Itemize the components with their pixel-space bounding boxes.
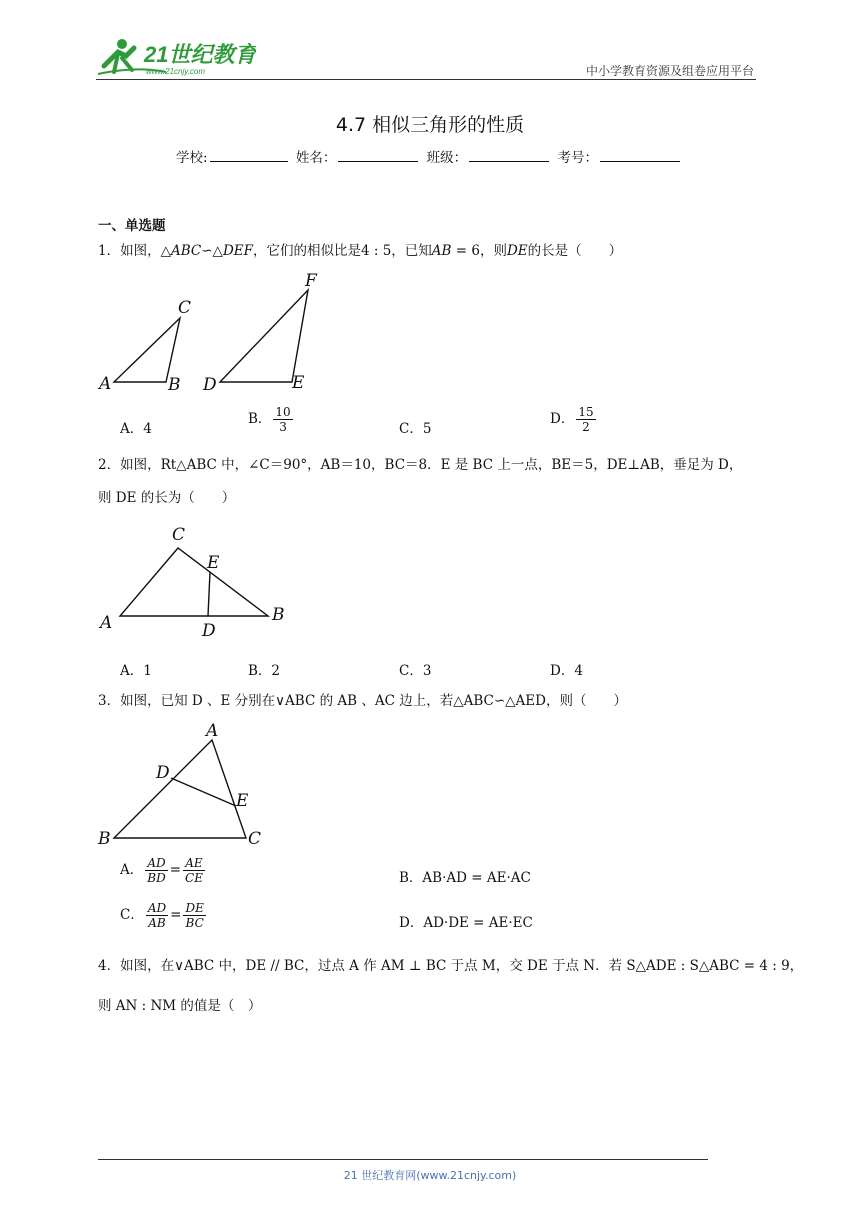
svg-text:A: A [100,613,113,633]
svg-text:C: C [248,829,262,849]
question-1-text: 1．如图，△ABC∽△DEF，它们的相似比是4 : 5，已知AB = 6，则DE的长是（ ） [98,243,623,259]
q3-option-c[interactable]: C． $\frac{AD}{AB}$ = $\frac{DE}{BC}$ [120,901,204,930]
svg-text:C: C [178,298,192,318]
svg-text:A: A [206,721,219,741]
q3-option-a[interactable]: A． $\frac{AD}{BD}$ = $\frac{AE}{CE}$ [120,856,203,885]
footer-text[interactable]: 21 世纪教育网(www.21cnjy.com) [343,1169,517,1182]
svg-text:A: A [99,374,112,394]
question-2-line-1: 2．如图，Rt△ABC 中，∠C＝90°，AB＝10，BC＝8．E 是 BC 上一点，BE＝5，DE⊥AB，垂足为 D， [98,457,743,473]
q1-option-a[interactable]: A．4 [120,421,152,437]
q1-option-b[interactable]: B． $\frac{10}{3}$ [248,405,291,434]
school-blank[interactable] [210,147,288,162]
name-label: 姓名： [295,150,337,166]
class-blank[interactable] [469,147,549,162]
question-4-line-2: 则 AN : NM 的值是（ ） [98,998,262,1014]
logo-runner-icon [96,36,256,78]
svg-text:B: B [98,829,111,849]
question-3-text: 3．如图，已知 D 、E 分别在∨ABC 的 AB 、AC 边上，若△ABC∽△AED，则（ ） [98,693,627,709]
name-blank[interactable] [338,147,418,162]
header-divider [96,79,756,80]
question-2-line-2: 则 DE 的长为（ ） [98,490,236,506]
svg-text:B: B [168,375,181,395]
svg-text:www.21cnjy.com: www.21cnjy.com [146,67,205,76]
q3-option-d[interactable]: D．AD·DE = AE·EC [399,915,533,931]
svg-text:E: E [207,553,220,573]
header-platform-text: 中小学教育资源及组卷应用平台 [585,64,754,78]
exam-no-label: 考号： [557,150,598,166]
svg-text:C: C [172,525,186,545]
svg-text:D: D [202,621,216,641]
exam-no-blank[interactable] [600,147,680,162]
svg-text:E: E [236,791,249,811]
section-heading: 一、单选题 [98,218,166,234]
q3-option-b[interactable]: B．AB·AD = AE·AC [399,870,531,886]
q2-option-c[interactable]: C．3 [399,663,432,679]
student-info-line [0,146,860,166]
q1-option-c[interactable]: C．5 [399,421,432,437]
q2-option-d[interactable]: D．4 [550,663,583,679]
svg-text:B: B [272,605,285,625]
site-logo [96,36,256,78]
q1-option-d[interactable]: D． $\frac{15}{2}$ [550,405,594,434]
footer-divider [98,1159,708,1160]
svg-text:21世纪教育: 21世纪教育 [144,42,256,67]
svg-text:D: D [156,763,170,783]
class-label: 班级： [426,150,468,166]
school-label: 学校: [176,150,208,166]
svg-text:E: E [292,373,305,393]
question-4-line-1: 4．如图，在∨ABC 中，DE // BC，过点 A 作 AM ⊥ BC 于点 M，交 DE 于点 N．若 S△ADE : S△ABC = 4 : 9， [98,958,804,974]
q2-option-a[interactable]: A．1 [120,663,152,679]
question-3-figure [96,720,276,850]
question-2-figure [96,520,296,642]
q2-option-b[interactable]: B．2 [248,663,281,679]
page-title: 4.7 相似三角形的性质 [335,114,525,136]
svg-text:D: D [203,375,217,395]
svg-text:F: F [305,271,317,291]
question-1-figure [96,268,336,396]
